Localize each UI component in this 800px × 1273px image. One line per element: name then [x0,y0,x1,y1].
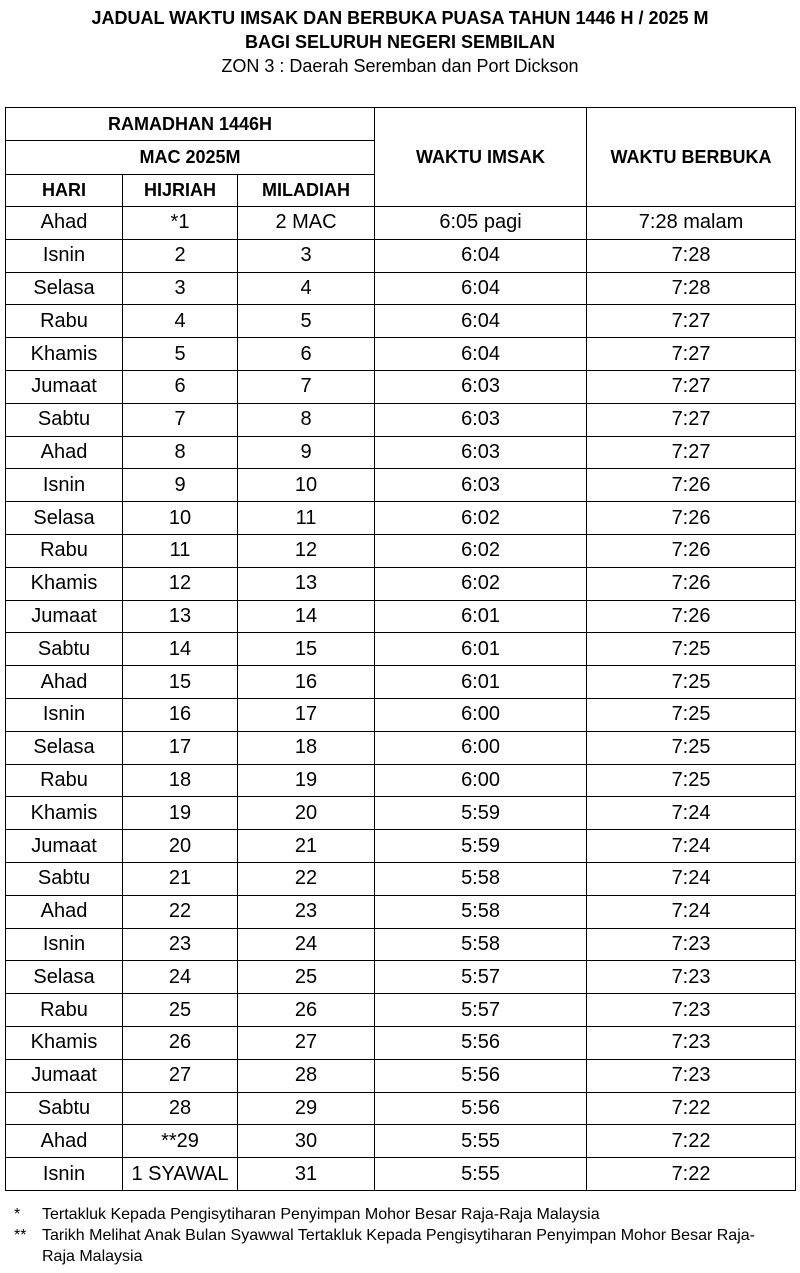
cell-hari: Selasa [6,272,123,305]
cell-berbuka: 7:27 [587,436,796,469]
cell-miladiah: 8 [238,403,375,436]
cell-berbuka: 7:26 [587,600,796,633]
cell-berbuka: 7:25 [587,764,796,797]
cell-imsak: 5:59 [375,830,587,863]
header-miladiah: MILADIAH [238,175,375,207]
cell-hari: Khamis [6,567,123,600]
footnote-mark: * [14,1206,21,1223]
cell-imsak: 6:01 [375,666,587,699]
table-row [6,994,796,1027]
header-hijriah: HIJRIAH [123,175,238,207]
page-subtitle: BAGI SELURUH NEGERI SEMBILAN [244,32,556,52]
table-row [6,961,796,994]
cell-miladiah: 26 [238,994,375,1027]
cell-hijriah: 27 [123,1059,238,1092]
table-row [6,534,796,567]
cell-hijriah: 7 [123,403,238,436]
cell-miladiah: 28 [238,1059,375,1092]
cell-hari: Jumaat [6,370,123,403]
cell-miladiah: 11 [238,502,375,535]
cell-berbuka: 7:24 [587,830,796,863]
cell-imsak: 6:02 [375,502,587,535]
cell-imsak: 5:55 [375,1158,587,1191]
table-row [6,207,796,240]
cell-berbuka: 7:25 [587,698,796,731]
cell-berbuka: 7:22 [587,1125,796,1158]
table-row [6,928,796,961]
cell-hari: Isnin [6,1158,123,1191]
cell-imsak: 6:00 [375,698,587,731]
cell-hijriah: 11 [123,534,238,567]
header-month: MAC 2025M [6,141,375,175]
cell-hari: Khamis [6,1026,123,1059]
cell-hijriah: 8 [123,436,238,469]
cell-berbuka: 7:26 [587,534,796,567]
cell-hari: Sabtu [6,1092,123,1125]
cell-miladiah: 12 [238,534,375,567]
table-row [6,1125,796,1158]
cell-miladiah: 4 [238,272,375,305]
cell-imsak: 6:00 [375,731,587,764]
table-row [6,1059,796,1092]
cell-berbuka: 7:28 [587,272,796,305]
cell-berbuka: 7:28 malam [587,207,796,240]
cell-miladiah: 16 [238,666,375,699]
cell-berbuka: 7:27 [587,403,796,436]
cell-imsak: 6:04 [375,239,587,272]
schedule-table [5,107,796,1191]
cell-imsak: 5:56 [375,1092,587,1125]
table-row [6,698,796,731]
cell-imsak: 6:04 [375,272,587,305]
cell-berbuka: 7:23 [587,1026,796,1059]
cell-hijriah: 23 [123,928,238,961]
cell-berbuka: 7:27 [587,370,796,403]
cell-hari: Isnin [6,698,123,731]
footnote-mark: ** [14,1227,27,1244]
table-row [6,567,796,600]
cell-hari: Sabtu [6,862,123,895]
cell-berbuka: 7:23 [587,1059,796,1092]
header-waktu-imsak: WAKTU IMSAK [375,108,587,207]
cell-hari: Ahad [6,666,123,699]
cell-hijriah: 22 [123,895,238,928]
cell-hari: Selasa [6,502,123,535]
cell-hari: Jumaat [6,1059,123,1092]
cell-hari: Rabu [6,994,123,1027]
cell-berbuka: 7:25 [587,731,796,764]
cell-hijriah: 16 [123,698,238,731]
cell-berbuka: 7:25 [587,633,796,666]
cell-hari: Selasa [6,731,123,764]
cell-hari: Rabu [6,534,123,567]
footnotes [14,1204,762,1267]
cell-berbuka: 7:24 [587,862,796,895]
cell-miladiah: 24 [238,928,375,961]
table-row [6,272,796,305]
cell-hijriah: 26 [123,1026,238,1059]
cell-berbuka: 7:26 [587,502,796,535]
cell-miladiah: 22 [238,862,375,895]
cell-hari: Sabtu [6,633,123,666]
cell-hari: Ahad [6,207,123,240]
cell-miladiah: 13 [238,567,375,600]
table-row [6,469,796,502]
cell-imsak: 6:02 [375,567,587,600]
cell-imsak: 5:59 [375,797,587,830]
cell-hijriah: 18 [123,764,238,797]
cell-hari: Isnin [6,469,123,502]
cell-hari: Selasa [6,961,123,994]
cell-imsak: 6:02 [375,534,587,567]
cell-hijriah: 14 [123,633,238,666]
cell-hari: Khamis [6,338,123,371]
cell-hari: Ahad [6,1125,123,1158]
cell-hijriah: 9 [123,469,238,502]
cell-imsak: 6:03 [375,469,587,502]
cell-imsak: 6:04 [375,305,587,338]
cell-imsak: 5:55 [375,1125,587,1158]
table-row [6,731,796,764]
cell-hijriah: **29 [123,1125,238,1158]
table-row [6,502,796,535]
cell-miladiah: 9 [238,436,375,469]
cell-hari: Ahad [6,436,123,469]
cell-imsak: 6:04 [375,338,587,371]
cell-miladiah: 2 MAC [238,207,375,240]
cell-miladiah: 5 [238,305,375,338]
cell-berbuka: 7:23 [587,994,796,1027]
table-row [6,895,796,928]
cell-berbuka: 7:27 [587,305,796,338]
table-row [6,797,796,830]
cell-imsak: 5:58 [375,928,587,961]
cell-imsak: 5:56 [375,1059,587,1092]
cell-hari: Rabu [6,764,123,797]
cell-miladiah: 10 [238,469,375,502]
table-row [6,600,796,633]
cell-hari: Khamis [6,797,123,830]
cell-miladiah: 3 [238,239,375,272]
cell-miladiah: 23 [238,895,375,928]
cell-berbuka: 7:26 [587,469,796,502]
header-hari: HARI [6,175,123,207]
cell-miladiah: 14 [238,600,375,633]
footnote-text: Tarikh Melihat Anak Bulan Syawwal Tertakluk Kepada Pengisytiharan Penyimpan Mohor Besar Raja-Raja Malaysia [42,1227,755,1265]
cell-hari: Isnin [6,239,123,272]
cell-berbuka: 7:22 [587,1158,796,1191]
cell-berbuka: 7:23 [587,928,796,961]
header-ramadhan: RAMADHAN 1446H [6,108,375,141]
cell-imsak: 6:03 [375,436,587,469]
cell-berbuka: 7:28 [587,239,796,272]
cell-hijriah: 21 [123,862,238,895]
cell-hijriah: 17 [123,731,238,764]
cell-miladiah: 31 [238,1158,375,1191]
cell-miladiah: 25 [238,961,375,994]
cell-miladiah: 6 [238,338,375,371]
cell-hijriah: 4 [123,305,238,338]
table-header [6,108,796,207]
page-title: JADUAL WAKTU IMSAK DAN BERBUKA PUASA TAHUN 1446 H / 2025 M [91,8,709,28]
cell-miladiah: 30 [238,1125,375,1158]
cell-hijriah: 25 [123,994,238,1027]
table-row [6,436,796,469]
cell-hari: Sabtu [6,403,123,436]
cell-miladiah: 7 [238,370,375,403]
cell-hari: Jumaat [6,600,123,633]
cell-miladiah: 17 [238,698,375,731]
cell-hijriah: 20 [123,830,238,863]
table-row [6,370,796,403]
table-row [6,305,796,338]
footnote-text: Tertakluk Kepada Pengisytiharan Penyimpan Mohor Besar Raja-Raja Malaysia [42,1206,600,1223]
cell-imsak: 6:01 [375,633,587,666]
cell-imsak: 5:57 [375,961,587,994]
table-row [6,1158,796,1191]
cell-imsak: 6:01 [375,600,587,633]
cell-berbuka: 7:23 [587,961,796,994]
table-row [6,633,796,666]
cell-imsak: 5:57 [375,994,587,1027]
document-header [0,6,800,78]
cell-imsak: 5:56 [375,1026,587,1059]
cell-berbuka: 7:25 [587,666,796,699]
cell-imsak: 6:03 [375,403,587,436]
table-row [6,862,796,895]
footnote [14,1204,762,1225]
table-row [6,338,796,371]
table-body [6,207,796,1191]
table-row [6,830,796,863]
cell-hijriah: 24 [123,961,238,994]
table-row [6,1026,796,1059]
header-waktu-berbuka: WAKTU BERBUKA [587,108,796,207]
cell-hijriah: 10 [123,502,238,535]
cell-berbuka: 7:24 [587,895,796,928]
cell-berbuka: 7:26 [587,567,796,600]
zone-label: ZON 3 : Daerah Seremban dan Port Dickson [221,56,579,76]
table-row [6,403,796,436]
cell-hijriah: 19 [123,797,238,830]
cell-hijriah: 5 [123,338,238,371]
cell-miladiah: 20 [238,797,375,830]
cell-hijriah: 12 [123,567,238,600]
cell-hari: Ahad [6,895,123,928]
cell-berbuka: 7:22 [587,1092,796,1125]
cell-hijriah: 1 SYAWAL [123,1158,238,1191]
cell-hijriah: 3 [123,272,238,305]
cell-imsak: 5:58 [375,862,587,895]
cell-miladiah: 27 [238,1026,375,1059]
cell-berbuka: 7:24 [587,797,796,830]
cell-imsak: 5:58 [375,895,587,928]
cell-imsak: 6:00 [375,764,587,797]
cell-hari: Isnin [6,928,123,961]
cell-miladiah: 18 [238,731,375,764]
cell-hijriah: 6 [123,370,238,403]
cell-berbuka: 7:27 [587,338,796,371]
table-row [6,666,796,699]
cell-miladiah: 15 [238,633,375,666]
cell-hari: Jumaat [6,830,123,863]
table-row [6,764,796,797]
cell-miladiah: 19 [238,764,375,797]
table-row [6,1092,796,1125]
cell-hijriah: 2 [123,239,238,272]
cell-hijriah: 13 [123,600,238,633]
cell-miladiah: 21 [238,830,375,863]
cell-hijriah: *1 [123,207,238,240]
cell-miladiah: 29 [238,1092,375,1125]
cell-imsak: 6:03 [375,370,587,403]
cell-imsak: 6:05 pagi [375,207,587,240]
footnote [14,1225,762,1267]
cell-hari: Rabu [6,305,123,338]
cell-hijriah: 15 [123,666,238,699]
table-row [6,239,796,272]
cell-hijriah: 28 [123,1092,238,1125]
